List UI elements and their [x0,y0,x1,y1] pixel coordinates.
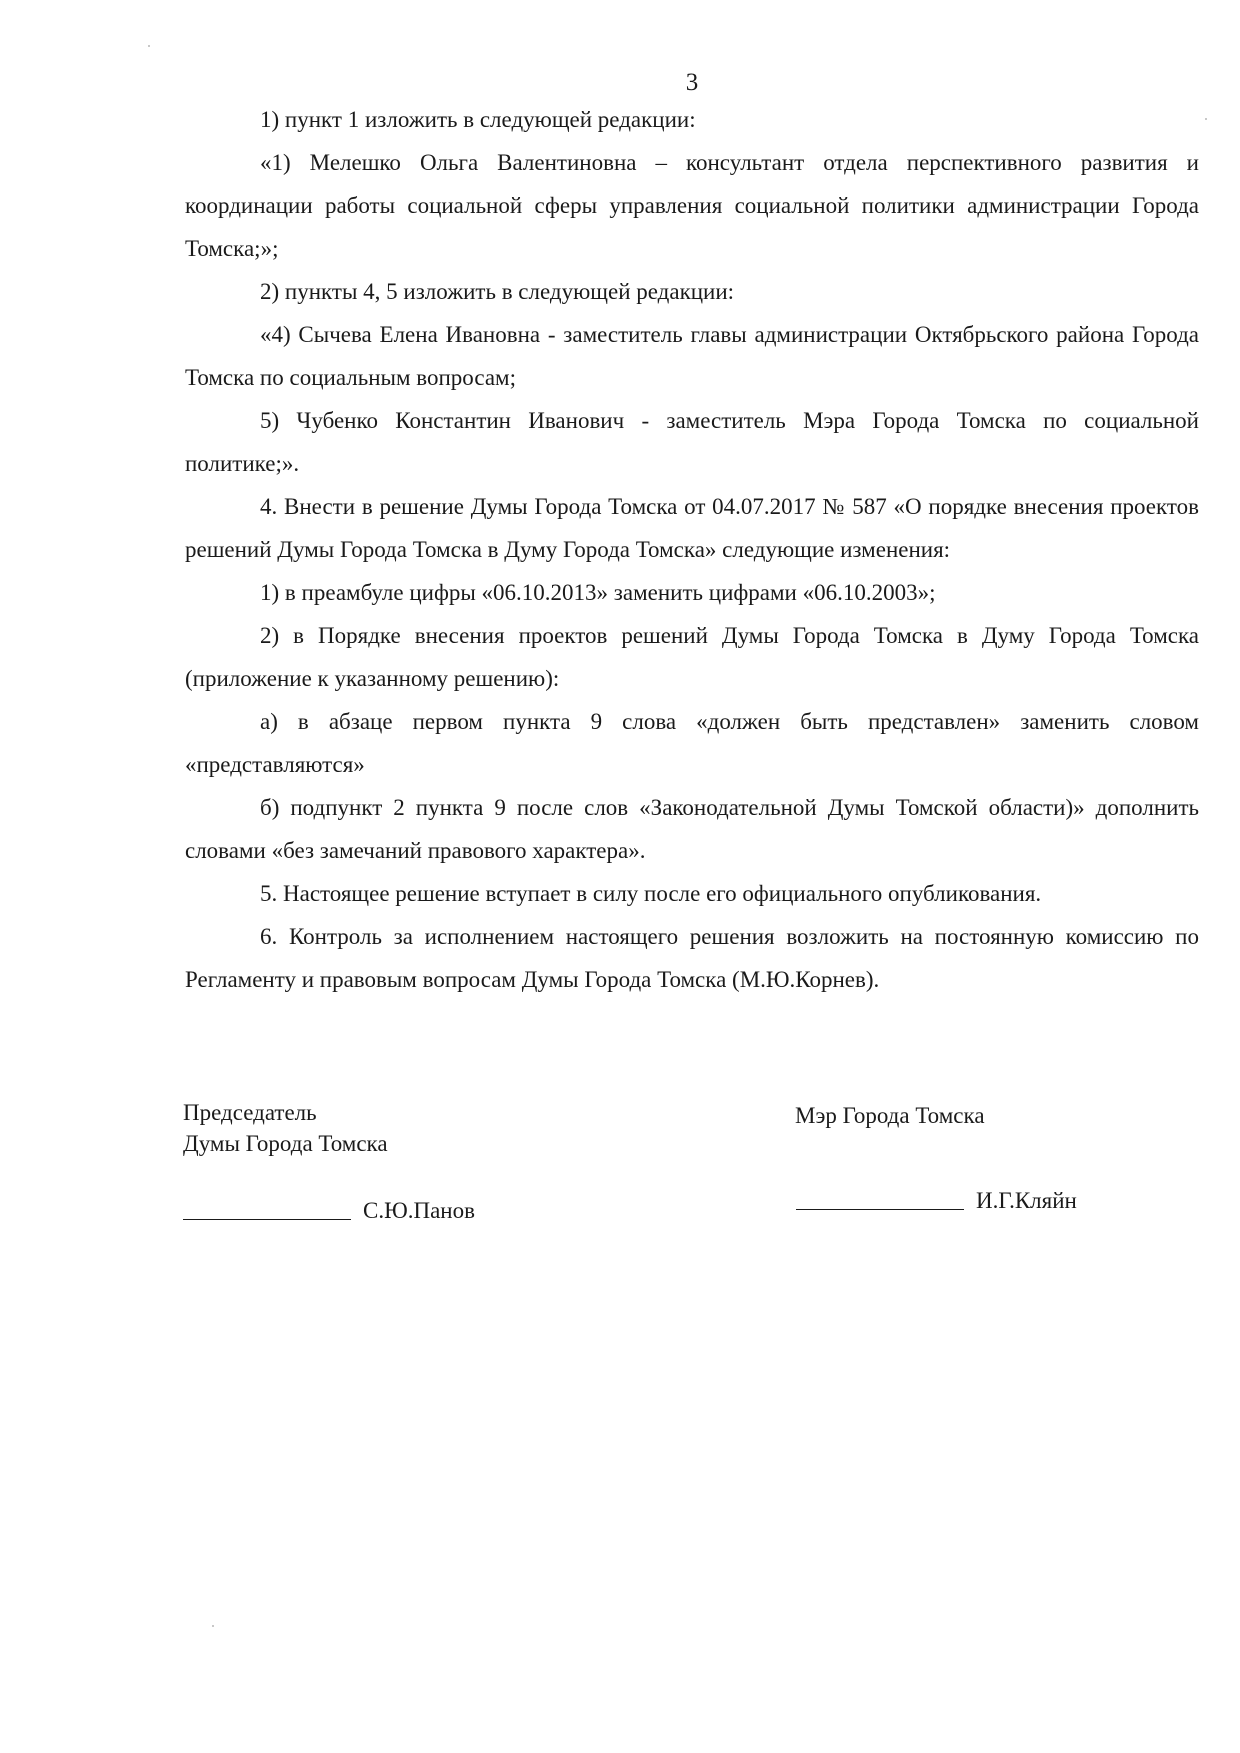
chairman-title-line-1: Председатель [183,1100,317,1125]
paragraph-section-5: 5. Настоящее решение вступает в силу после его официального опубликования. [260,881,1042,906]
scan-speck [212,1625,214,1627]
scan-speck [1205,118,1207,120]
chairman-name: С.Ю.Панов [363,1198,475,1223]
paragraph-procedure-change: 2) в Порядке внесения проектов решений Думы Города Томска в Думу Города Томска (приложение к указанному решению): [185,623,1199,691]
mayor-signature-row [796,1182,1077,1216]
paragraph-meleshko: «1) Мелешко Ольга Валентиновна – консультант отдела перспективного развития и координации работы социальной сферы управления социальной политики администрации Города Томска;»; [185,150,1199,261]
paragraph-subitem-a: а) в абзаце первом пункта 9 слова «должен быть представлен» заменить словом «представляются» [185,709,1199,777]
chairman-signature-line [183,1219,351,1220]
paragraph-chubenko: 5) Чубенко Константин Иванович - заместитель Мэра Города Томска по социальной политике;». [185,408,1199,476]
chairman-signature-row [183,1192,475,1226]
mayor-name: И.Г.Кляйн [976,1188,1077,1213]
paragraph-item-1-heading: 1) пункт 1 изложить в следующей редакции: [260,107,696,132]
paragraph-preamble-change: 1) в преамбуле цифры «06.10.2013» заменить цифрами «06.10.2003»; [260,580,936,605]
paragraph-sycheva: «4) Сычева Елена Ивановна - заместитель главы администрации Октябрьского района Города Томска по социальным вопросам; [185,322,1199,390]
paragraph-subitem-b: б) подпункт 2 пункта 9 после слов «Законодательной Думы Томской области)» дополнить словами «без замечаний правового характера». [185,795,1199,863]
chairman-title-line-2: Думы Города Томска [183,1131,388,1156]
document-body [185,98,1199,1001]
paragraph-section-6: 6. Контроль за исполнением настоящего решения возложить на постоянную комиссию по Регламенту и правовым вопросам Думы Города Томска (М.Ю.Корнев). [185,924,1199,992]
scan-speck [148,45,150,47]
mayor-title-block [795,1100,1175,1131]
paragraph-items-4-5-heading: 2) пункты 4, 5 изложить в следующей редакции: [260,279,735,304]
chairman-title-block [183,1097,583,1159]
mayor-signature-line [796,1209,964,1210]
page-number: 3 [685,69,699,96]
mayor-title: Мэр Города Томска [795,1103,985,1128]
paragraph-section-4: 4. Внести в решение Думы Города Томска от 04.07.2017 № 587 «О порядке внесения проектов решений Думы Города Томска в Думу Города Томска» следующие изменения: [185,494,1199,562]
